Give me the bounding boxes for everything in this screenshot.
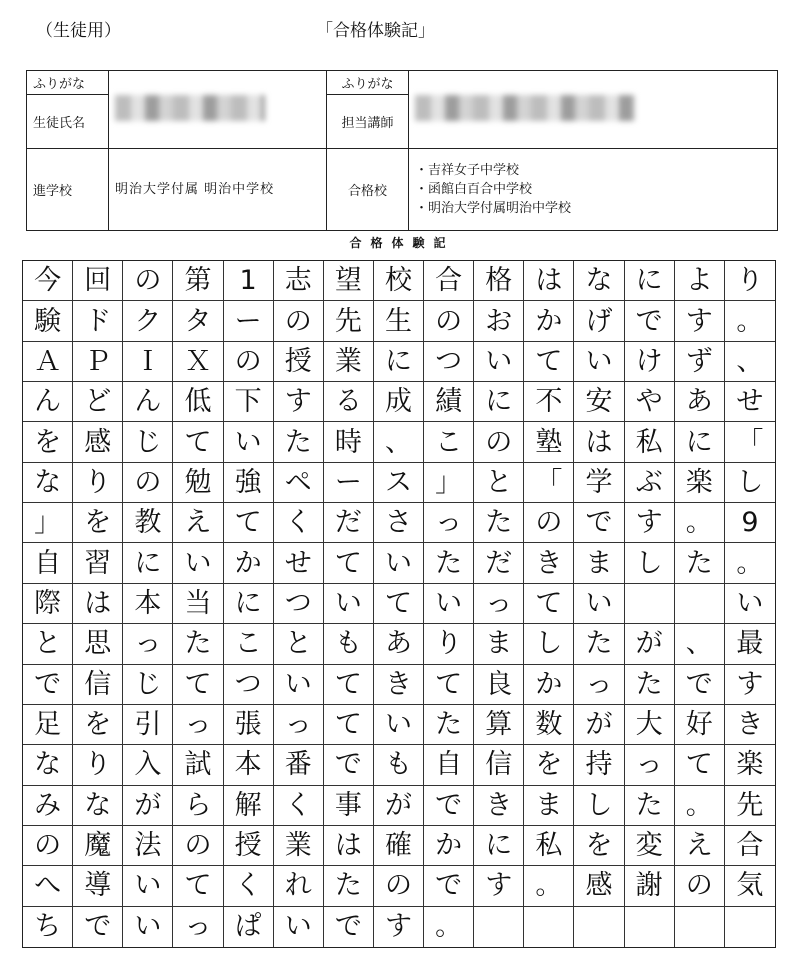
grid-cell: 気 [725,866,775,906]
essay-title: 合格体験記 [349,236,455,250]
grid-cell: い [274,907,324,947]
grid-cell: の [675,866,725,906]
grid-cell: ち [23,907,73,947]
grid-cell: じ [123,665,173,705]
grid-cell [675,907,725,947]
grid-cell: て [173,422,223,462]
grid-cell: い [123,907,173,947]
school-value: 明治大学付属 明治中学校 [109,149,327,231]
grid-cell: い [424,584,474,624]
grid-cell: 時 [324,422,374,462]
grid-cell: じ [123,422,173,462]
grid-cell: が [123,786,173,826]
grid-cell: 「 [725,422,775,462]
grid-cell: か [524,301,574,341]
grid-cell: な [73,786,123,826]
grid-cell: く [274,503,324,543]
grid-cell: 業 [274,826,324,866]
grid-cell [474,907,524,947]
grid-cell: か [424,826,474,866]
grid-cell: 足 [23,705,73,745]
grid-cell: 思 [73,624,123,664]
grid-cell: て [524,584,574,624]
grid-cell: す [725,665,775,705]
grid-cell: い [224,422,274,462]
grid-cell: 成 [374,382,424,422]
grid-cell: 感 [73,422,123,462]
grid-cell: 塾 [524,422,574,462]
grid-cell [625,907,675,947]
grid-cell: 合 [725,826,775,866]
grid-cell: 信 [73,665,123,705]
grid-cell: て [173,665,223,705]
grid-cell: で [23,665,73,705]
grid-cell: 。 [675,786,725,826]
grid-cell: し [524,624,574,664]
grid-cell: 「 [524,463,574,503]
grid-cell [625,584,675,624]
grid-cell: へ [23,866,73,906]
grid-cell: Ａ [23,342,73,382]
grid-cell: に [123,543,173,583]
grid-cell: い [725,584,775,624]
grid-cell: 績 [424,382,474,422]
grid-cell: ま [574,543,624,583]
grid-cell: と [474,463,524,503]
grid-cell: て [324,543,374,583]
grid-cell: こ [224,624,274,664]
grid-cell: も [374,745,424,785]
grid-cell: ず [675,342,725,382]
grid-cell: は [73,584,123,624]
grid-cell [574,907,624,947]
grid-cell: 校 [374,261,424,301]
grid-cell: 算 [474,705,524,745]
grid-cell: よ [675,261,725,301]
grid-cell: 」 [23,503,73,543]
grid-cell: の [524,503,574,543]
passed-school-item: ・函館白百合中学校 [415,182,533,197]
grid-cell: Ｘ [173,342,223,382]
grid-cell: る [324,382,374,422]
grid-cell: み [23,786,73,826]
grid-cell: す [274,382,324,422]
grid-cell: て [374,584,424,624]
grid-cell: つ [274,584,324,624]
grid-cell: 望 [324,261,374,301]
grid-cell: 自 [23,543,73,583]
header-document-title: 「合格体験記」 [316,21,435,41]
school-label: 進学校 [27,149,109,231]
grid-cell: 。 [675,503,725,543]
grid-cell: い [374,543,424,583]
grid-cell: な [574,261,624,301]
grid-cell: Ｐ [73,342,123,382]
grid-cell: に [625,261,675,301]
grid-cell: っ [574,665,624,705]
grid-cell: 。 [424,907,474,947]
grid-cell: た [675,543,725,583]
grid-cell: 安 [574,382,624,422]
grid-cell: で [574,503,624,543]
grid-cell: 法 [123,826,173,866]
grid-cell: の [23,826,73,866]
grid-cell: た [173,624,223,664]
grid-cell: れ [274,866,324,906]
grid-cell: 授 [224,826,274,866]
grid-cell: い [274,665,324,705]
grid-cell: 志 [274,261,324,301]
grid-cell: ら [173,786,223,826]
grid-cell: 数 [524,705,574,745]
grid-cell: は [324,826,374,866]
manuscript-grid [22,260,776,948]
grid-cell: 入 [123,745,173,785]
grid-cell: な [23,745,73,785]
grid-cell: す [675,301,725,341]
grid-cell: を [23,422,73,462]
grid-cell: 当 [173,584,223,624]
grid-cell: す [374,907,424,947]
grid-cell: 低 [173,382,223,422]
grid-cell: い [324,584,374,624]
grid-cell: 張 [224,705,274,745]
grid-cell: 魔 [73,826,123,866]
grid-cell: 際 [23,584,73,624]
grid-cell: く [274,786,324,826]
grid-cell: し [725,463,775,503]
grid-cell: で [424,866,474,906]
grid-cell: つ [424,342,474,382]
grid-cell: で [625,301,675,341]
grid-cell: 。 [725,543,775,583]
grid-cell: い [474,342,524,382]
grid-cell: け [625,342,675,382]
furigana-label: ふりがな [27,71,109,95]
grid-cell: だ [474,543,524,583]
grid-cell: の [274,301,324,341]
grid-cell: を [524,745,574,785]
grid-cell: 学 [574,463,624,503]
grid-cell: 1 [224,261,274,301]
grid-cell: ー [324,463,374,503]
grid-cell: ぱ [224,907,274,947]
grid-cell: く [224,866,274,906]
grid-cell: ー [224,301,274,341]
grid-cell: 自 [424,745,474,785]
grid-cell: ス [374,463,424,503]
grid-cell: は [574,422,624,462]
grid-cell: こ [424,422,474,462]
grid-cell: さ [374,503,424,543]
grid-cell: 番 [274,745,324,785]
grid-cell: 勉 [173,463,223,503]
grid-cell: 試 [173,745,223,785]
grid-cell: て [324,665,374,705]
grid-cell: せ [274,543,324,583]
grid-cell: 格 [474,261,524,301]
grid-cell: た [474,503,524,543]
grid-cell: 。 [524,866,574,906]
grid-cell: 、 [725,342,775,382]
grid-cell: あ [675,382,725,422]
grid-cell: 信 [474,745,524,785]
passed-schools-label: 合格校 [327,149,409,231]
grid-cell [675,584,725,624]
grid-cell: 良 [474,665,524,705]
grid-cell: の [474,422,524,462]
grid-cell: Ｉ [123,342,173,382]
grid-cell: な [23,463,73,503]
grid-cell: し [625,543,675,583]
student-name-redacted [109,71,327,149]
student-name-label: 生徒氏名 [27,95,109,149]
grid-cell: タ [173,301,223,341]
grid-cell: て [173,866,223,906]
grid-cell: た [625,665,675,705]
grid-cell: た [324,866,374,906]
grid-cell [725,907,775,947]
grid-cell: 教 [123,503,173,543]
grid-cell: 強 [224,463,274,503]
grid-cell: は [524,261,574,301]
grid-cell: い [574,342,624,382]
teacher-label: 担当講師 [327,95,409,149]
grid-cell: て [324,705,374,745]
grid-cell: て [524,342,574,382]
grid-cell: 第 [173,261,223,301]
grid-cell: 変 [625,826,675,866]
grid-cell: で [324,907,374,947]
grid-cell: 業 [324,342,374,382]
grid-cell: も [324,624,374,664]
grid-cell: 私 [524,826,574,866]
grid-cell: と [274,624,324,664]
grid-cell: 、 [675,624,725,664]
grid-cell: 授 [274,342,324,382]
grid-cell: 先 [324,301,374,341]
grid-cell: し [574,786,624,826]
grid-cell: の [424,301,474,341]
grid-cell: 生 [374,301,424,341]
grid-cell: っ [173,907,223,947]
grid-cell: 最 [725,624,775,664]
grid-cell: や [625,382,675,422]
grid-cell: き [725,705,775,745]
grid-cell: す [625,503,675,543]
grid-cell: ま [474,624,524,664]
grid-cell: た [424,543,474,583]
grid-cell: を [73,503,123,543]
grid-cell: 本 [224,745,274,785]
grid-cell: い [374,705,424,745]
grid-cell: え [675,826,725,866]
grid-cell: え [173,503,223,543]
grid-cell: 好 [675,705,725,745]
grid-cell: ん [123,382,173,422]
grid-cell: ク [123,301,173,341]
grid-cell: が [625,624,675,664]
grid-cell: ぶ [625,463,675,503]
passed-school-item: ・吉祥女子中学校 [415,163,520,178]
grid-cell: 持 [574,745,624,785]
grid-cell: っ [173,705,223,745]
grid-cell: ペ [274,463,324,503]
grid-cell: っ [274,705,324,745]
grid-cell: き [474,786,524,826]
grid-cell: に [675,422,725,462]
grid-cell: ん [23,382,73,422]
grid-cell: い [173,543,223,583]
grid-cell: に [474,382,524,422]
grid-cell: げ [574,301,624,341]
teacher-furigana-label: ふりがな [327,71,409,95]
grid-cell: っ [625,745,675,785]
grid-cell: き [524,543,574,583]
grid-cell: に [374,342,424,382]
grid-cell: っ [123,624,173,664]
grid-cell: 確 [374,826,424,866]
grid-cell: あ [374,624,424,664]
grid-cell: 合 [424,261,474,301]
grid-cell: た [424,705,474,745]
grid-cell: に [474,826,524,866]
grid-cell: の [173,826,223,866]
grid-cell: つ [224,665,274,705]
grid-cell: お [474,301,524,341]
grid-cell: 大 [625,705,675,745]
grid-cell: 先 [725,786,775,826]
grid-cell [524,907,574,947]
grid-cell: の [224,342,274,382]
grid-cell: 不 [524,382,574,422]
grid-cell: ド [73,301,123,341]
grid-cell: て [424,665,474,705]
grid-cell: 本 [123,584,173,624]
grid-cell: か [224,543,274,583]
grid-cell: 験 [23,301,73,341]
grid-cell: に [224,584,274,624]
grid-cell: り [424,624,474,664]
grid-cell: 」 [424,463,474,503]
grid-cell: 謝 [625,866,675,906]
grid-cell: 9 [725,503,775,543]
grid-cell: り [725,261,775,301]
grid-cell: た [574,624,624,664]
grid-cell: い [574,584,624,624]
grid-cell: 楽 [725,745,775,785]
grid-cell: せ [725,382,775,422]
grid-cell: 導 [73,866,123,906]
grid-cell: で [324,745,374,785]
grid-cell: の [123,261,173,301]
grid-cell: 私 [625,422,675,462]
header-form-type: （生徒用） [36,21,121,41]
student-info-table [26,70,778,231]
grid-cell: 。 [725,301,775,341]
grid-cell: 今 [23,261,73,301]
grid-cell: だ [324,503,374,543]
grid-cell: が [574,705,624,745]
passed-school-item: ・明治大学付属明治中学校 [415,201,572,216]
grid-cell: て [675,745,725,785]
grid-cell: 回 [73,261,123,301]
grid-cell: 、 [374,422,424,462]
grid-cell: を [73,705,123,745]
grid-cell: っ [424,503,474,543]
grid-cell: が [374,786,424,826]
teacher-name-redacted [409,71,778,149]
grid-cell: で [675,665,725,705]
grid-cell: す [474,866,524,906]
grid-cell: で [424,786,474,826]
grid-cell: り [73,745,123,785]
grid-cell: り [73,463,123,503]
grid-cell: 解 [224,786,274,826]
grid-cell: 下 [224,382,274,422]
grid-cell: の [374,866,424,906]
grid-cell: 感 [574,866,624,906]
passed-schools-list [409,149,778,231]
grid-cell: 習 [73,543,123,583]
grid-cell: 事 [324,786,374,826]
grid-cell: を [574,826,624,866]
grid-cell: き [374,665,424,705]
grid-cell: 楽 [675,463,725,503]
grid-cell: ま [524,786,574,826]
grid-cell: ど [73,382,123,422]
grid-cell: た [274,422,324,462]
grid-cell: 引 [123,705,173,745]
grid-cell: で [73,907,123,947]
grid-cell: っ [474,584,524,624]
grid-cell: い [123,866,173,906]
grid-cell: た [625,786,675,826]
grid-cell: と [23,624,73,664]
grid-cell: て [224,503,274,543]
grid-cell: か [524,665,574,705]
grid-cell: の [123,463,173,503]
